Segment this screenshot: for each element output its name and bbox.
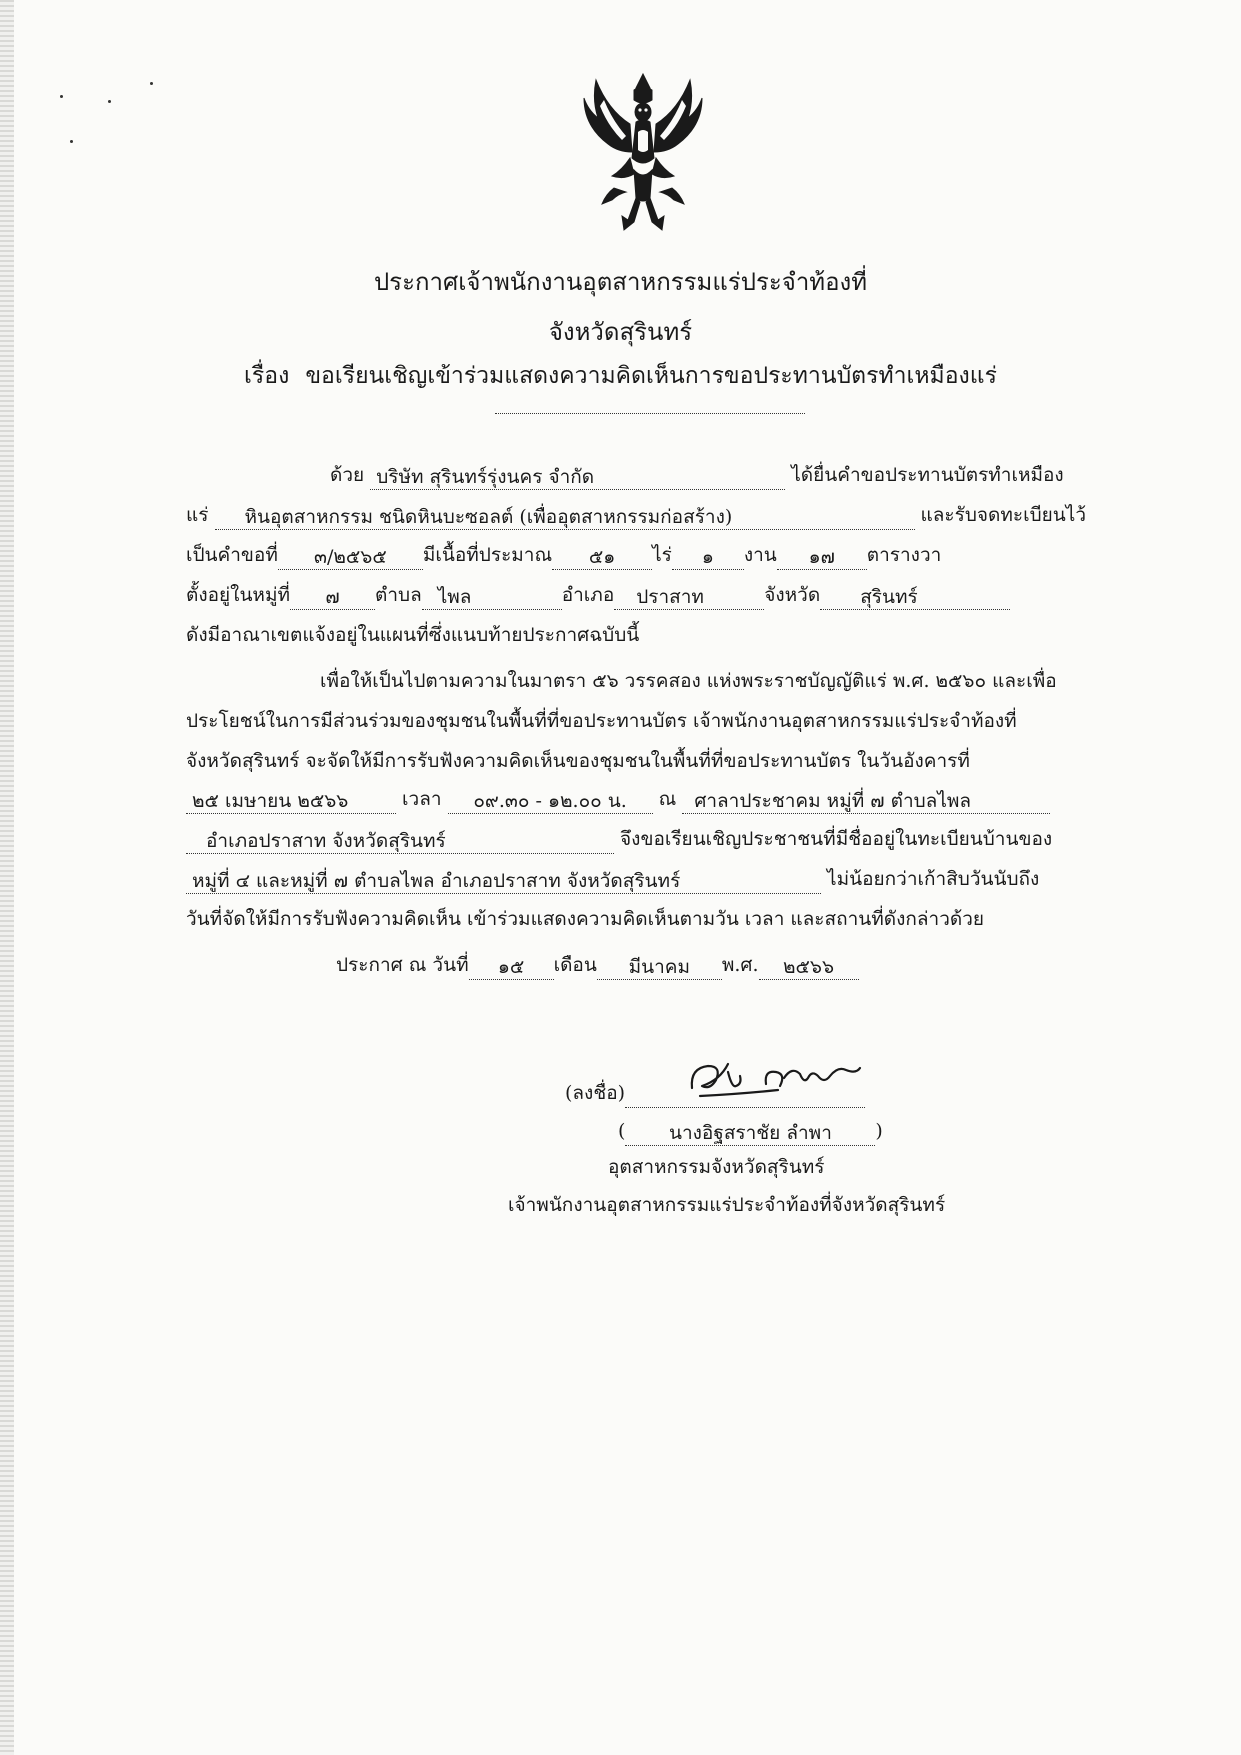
para2-line6 <box>186 864 1039 894</box>
para1-line3 <box>186 540 941 570</box>
registered-text: และรับจดทะเบียนไว้ <box>920 504 1087 526</box>
ore-label: แร่ <box>186 504 209 526</box>
signatory-name: นางอิฐสราชัย ลำพา <box>625 1120 875 1146</box>
signatory-position-1: อุตสาหกรรมจังหวัดสุรินทร์ <box>608 1156 825 1178</box>
document-title: ประกาศเจ้าพนักงานอุตสาหกรรมแร่ประจำท้องที่ <box>373 268 868 296</box>
sign-label: (ลงชื่อ) <box>565 1082 626 1104</box>
tambon-label: ตำบล <box>375 584 422 606</box>
para2-line1: เพื่อให้เป็นไปตามความในมาตรา ๕๖ วรรคสอง แห่งพระราชบัญญัติแร่ พ.ศ. ๒๕๖๐ และเพื่อ <box>320 670 1057 692</box>
open-paren: ( <box>618 1120 626 1142</box>
at-label: ณ <box>658 788 677 810</box>
announce-month-field: มีนาคม <box>597 954 722 980</box>
by-label: ด้วย <box>330 464 365 486</box>
tambon-field: ไพล <box>422 584 562 610</box>
para1-line4 <box>186 580 1010 610</box>
located-label: ตั้งอยู่ในหมู่ที่ <box>186 584 290 606</box>
amphoe-field: ปราสาท <box>614 584 764 610</box>
para1-line2 <box>186 500 1086 530</box>
signature-line <box>565 1078 865 1108</box>
ore-type-field: หินอุตสาหกรรม ชนิดหินบะซอลต์ (เพื่ออุตสาหกรรมก่อสร้าง) <box>215 504 915 530</box>
ngan-label: งาน <box>743 544 777 566</box>
para2-line4 <box>186 784 1050 814</box>
garuda-emblem-icon <box>578 70 708 235</box>
title-divider <box>495 413 805 414</box>
signature-field <box>625 1082 865 1108</box>
subject-text: ขอเรียนเชิญเข้าร่วมแสดงความคิดเห็นการขอประทานบัตรทำเหมืองแร่ <box>305 363 997 389</box>
meeting-time-field: ๐๙.๓๐ - ๑๒.๐๐ น. <box>448 788 653 814</box>
announce-label: ประกาศ ณ วันที่ <box>336 954 469 976</box>
scan-speck <box>60 95 63 98</box>
days-text: ไม่น้อยกว่าเก้าสิบวันนับถึง <box>827 868 1040 890</box>
year-label: พ.ศ. <box>721 954 759 976</box>
wa-field: ๑๗ <box>777 544 867 570</box>
month-label: เดือน <box>553 954 597 976</box>
invite-text: จึงขอเรียนเชิญประชาชนที่มีชื่ออยู่ในทะเบียนบ้านของ <box>620 828 1053 850</box>
villages-field: หมู่ที่ ๔ และหมู่ที่ ๗ ตำบลไพล อำเภอปราสาท จังหวัดสุรินทร์ <box>186 868 821 894</box>
time-label: เวลา <box>402 788 442 810</box>
area-label: มีเนื้อที่ประมาณ <box>422 544 553 566</box>
venue-field: ศาลาประชาคม หมู่ที่ ๗ ตำบลไพล <box>682 788 1050 814</box>
province-label: จังหวัด <box>764 584 821 606</box>
wa-label: ตารางวา <box>866 544 942 566</box>
announce-year-field: ๒๕๖๖ <box>759 954 859 980</box>
province-field: สุรินทร์ <box>820 584 1010 610</box>
para1-line1 <box>330 460 1064 490</box>
scan-speck <box>150 82 153 85</box>
para2-line5 <box>186 824 1052 854</box>
amphoe-label: อำเภอ <box>561 584 615 606</box>
close-paren: ) <box>875 1120 883 1142</box>
ngan-field: ๑ <box>672 544 744 570</box>
signatory-name-line <box>618 1116 883 1146</box>
scan-speck <box>70 140 73 143</box>
request-label: เป็นคำขอที่ <box>186 544 278 566</box>
scan-speck <box>108 100 111 103</box>
filed-text: ได้ยื่นคำขอประทานบัตรทำเหมือง <box>791 464 1064 486</box>
company-field: บริษัท สุรินทร์รุ่งนคร จำกัด <box>370 464 785 490</box>
rai-label: ไร่ <box>652 544 672 566</box>
announce-day-field: ๑๕ <box>469 954 554 980</box>
document-province: จังหวัดสุรินทร์ <box>548 318 693 346</box>
meeting-date-field: ๒๕ เมษายน ๒๕๖๖ <box>186 788 396 814</box>
venue-district-field: อำเภอปราสาท จังหวัดสุรินทร์ <box>186 828 614 854</box>
para2-line3: จังหวัดสุรินทร์ จะจัดให้มีการรับฟังความคิดเห็นของชุมชนในพื้นที่ที่ขอประทานบัตร ในวันอังคารที่ <box>186 750 970 772</box>
moo-field: ๗ <box>290 584 375 610</box>
para2-line2: ประโยชน์ในการมีส่วนร่วมของชุมชนในพื้นที่ที่ขอประทานบัตร เจ้าพนักงานอุตสาหกรรมแร่ประจำท้องที่ <box>186 710 1017 732</box>
signatory-position-2: เจ้าพนักงานอุตสาหกรรมแร่ประจำท้องที่จังหวัดสุรินทร์ <box>508 1194 946 1216</box>
request-number-field: ๓/๒๕๖๕ <box>278 544 423 570</box>
para2-line7: วันที่จัดให้มีการรับฟังความคิดเห็น เข้าร่วมแสดงความคิดเห็นตามวัน เวลา และสถานที่ดังกล่าวด้วย <box>186 908 985 930</box>
map-text: ดังมีอาณาเขตแจ้งอยู่ในแผนที่ซึ่งแนบท้ายประกาศฉบับนี้ <box>186 624 640 646</box>
document-subject <box>0 358 1241 394</box>
rai-field: ๕๑ <box>552 544 652 570</box>
subject-label: เรื่อง <box>244 363 290 389</box>
announce-date <box>336 950 859 980</box>
